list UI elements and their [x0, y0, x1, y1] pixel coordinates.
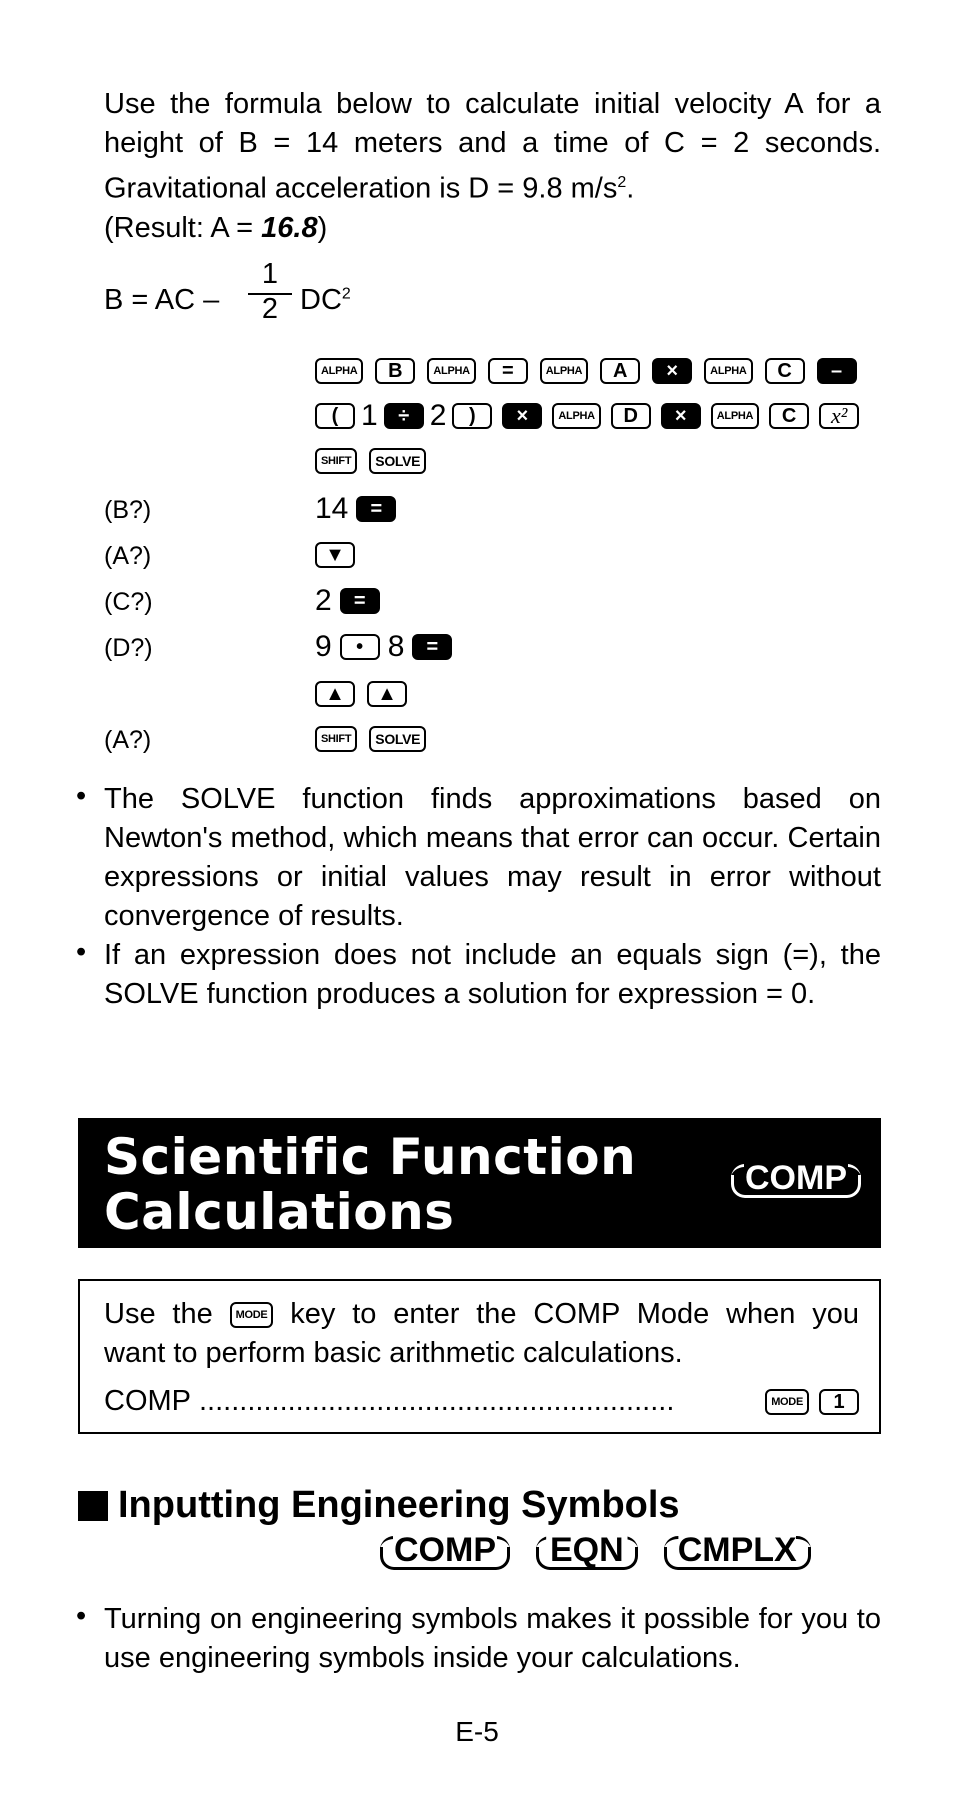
equals-key[interactable]: =: [488, 358, 528, 384]
bullet-engineering-symbols: Turning on engineering symbols makes it possible for you to use engineering symbols inside your calculations.: [104, 1603, 881, 1674]
section-heading: [78, 1484, 680, 1527]
times-key[interactable]: ×: [661, 403, 701, 429]
mode-key[interactable]: MODE: [765, 1389, 809, 1415]
prompt-c: (C?): [104, 588, 153, 616]
mode-comp-tag: COMP: [731, 1158, 861, 1198]
equals-exe-key[interactable]: =: [356, 496, 396, 522]
key-row-2: [315, 398, 859, 434]
intro-line-1: Use the formula below to calculate initial velocity A for a: [104, 88, 881, 120]
prompt-d: (D?): [104, 634, 153, 662]
alpha-key[interactable]: ALPHA: [427, 358, 475, 384]
intro-line-3: Gravitational acceleration is D = 9.8 $m/s^2$.: [104, 172, 635, 205]
minus-key[interactable]: –: [817, 358, 857, 384]
comp-shortcut-row: COMP ........................................................... MODE 1: [104, 1382, 859, 1421]
formula-right: $DC^2$: [300, 284, 351, 316]
key-row-a: [315, 537, 355, 573]
up-arrow-key[interactable]: ▲: [315, 681, 355, 707]
divide-key[interactable]: ÷: [384, 403, 424, 429]
prompt-a: (A?): [104, 542, 152, 570]
key-row-1: [315, 353, 857, 389]
bullet-solve-equals: If an expression does not include an equals sign (=), the SOLVE function produces a solution for expression = 0.: [104, 939, 881, 1010]
mode-cmplx-tag: CMPLX: [664, 1530, 811, 1570]
alpha-key[interactable]: ALPHA: [540, 358, 588, 384]
digit-2: 2: [429, 399, 447, 432]
intro-line-2: height of B = 14 meters and a time of C = 2 seconds.: [104, 127, 881, 159]
section-banner: [78, 1118, 881, 1248]
a-key[interactable]: A: [600, 358, 640, 384]
alpha-key[interactable]: ALPHA: [711, 403, 759, 429]
mode-eqn-tag: EQN: [536, 1530, 638, 1570]
c-key[interactable]: C: [765, 358, 805, 384]
intro-paragraph: [104, 85, 881, 248]
shift-key[interactable]: SHIFT: [315, 726, 357, 752]
page-number: E-5: [455, 1716, 499, 1747]
mode-comp-tag: COMP: [380, 1530, 510, 1570]
alpha-key[interactable]: ALPHA: [552, 403, 600, 429]
key-row-d: 9 • 8 =: [315, 629, 452, 665]
times-key[interactable]: ×: [652, 358, 692, 384]
key-row-solve: [315, 721, 426, 757]
prompt-b: (B?): [104, 496, 152, 524]
solve-key[interactable]: SOLVE: [369, 448, 426, 474]
key-row-b: 14 =: [315, 491, 396, 527]
b-key[interactable]: B: [375, 358, 415, 384]
times-key[interactable]: ×: [502, 403, 542, 429]
key-row-c: 2 =: [315, 583, 380, 619]
box-line-1: Use the MODE key to enter the COMP Mode when you: [104, 1298, 860, 1330]
up-arrow-key[interactable]: ▲: [367, 681, 407, 707]
c-key[interactable]: C: [769, 403, 809, 429]
formula-fraction: 1 2: [248, 258, 292, 326]
key-row-3: [315, 443, 426, 479]
bullet-dot: •: [76, 780, 87, 812]
x-squared-key[interactable]: x²: [819, 403, 859, 429]
alpha-key[interactable]: ALPHA: [315, 358, 363, 384]
formula-left: B = AC –: [104, 284, 220, 316]
section-title: Inputting Engineering Symbols: [118, 1484, 680, 1526]
equals-exe-key[interactable]: =: [340, 588, 380, 614]
one-key[interactable]: 1: [819, 1389, 859, 1415]
prompt-a-2: (A?): [104, 726, 152, 754]
banner-title: Scientific Function Calculations: [104, 1128, 637, 1241]
decimal-point-key[interactable]: •: [340, 634, 380, 660]
down-arrow-key[interactable]: ▼: [315, 542, 355, 568]
bullet-dot: •: [76, 936, 87, 968]
leader-dots: ...........................................................: [199, 1385, 675, 1417]
key-row-up: [315, 676, 407, 712]
mode-info-box: [78, 1279, 881, 1434]
result-line: (Result: A = 16.8): [104, 211, 328, 244]
equals-exe-key[interactable]: =: [412, 634, 452, 660]
mode-tags-row: [380, 1530, 811, 1570]
square-bullet-icon: [78, 1491, 108, 1521]
banner-mode-tag: [731, 1158, 861, 1198]
digit-1: 1: [361, 399, 378, 432]
alpha-key[interactable]: ALPHA: [704, 358, 752, 384]
bullet-solve-newton: The SOLVE function finds approximations based on Newton's method, which means that error can occur. Certain expressions or initial values may result in error without convergence of results.: [104, 783, 881, 932]
box-line-2: want to perform basic arithmetic calculations.: [104, 1337, 683, 1369]
mode-key[interactable]: MODE: [230, 1302, 274, 1328]
bullet-dot: •: [76, 1600, 87, 1632]
solve-key[interactable]: SOLVE: [369, 726, 426, 752]
open-paren-key[interactable]: (: [315, 403, 355, 429]
result-value: 16.8: [261, 211, 318, 244]
d-key[interactable]: D: [611, 403, 651, 429]
shift-key[interactable]: SHIFT: [315, 448, 357, 474]
close-paren-key[interactable]: ): [452, 403, 492, 429]
